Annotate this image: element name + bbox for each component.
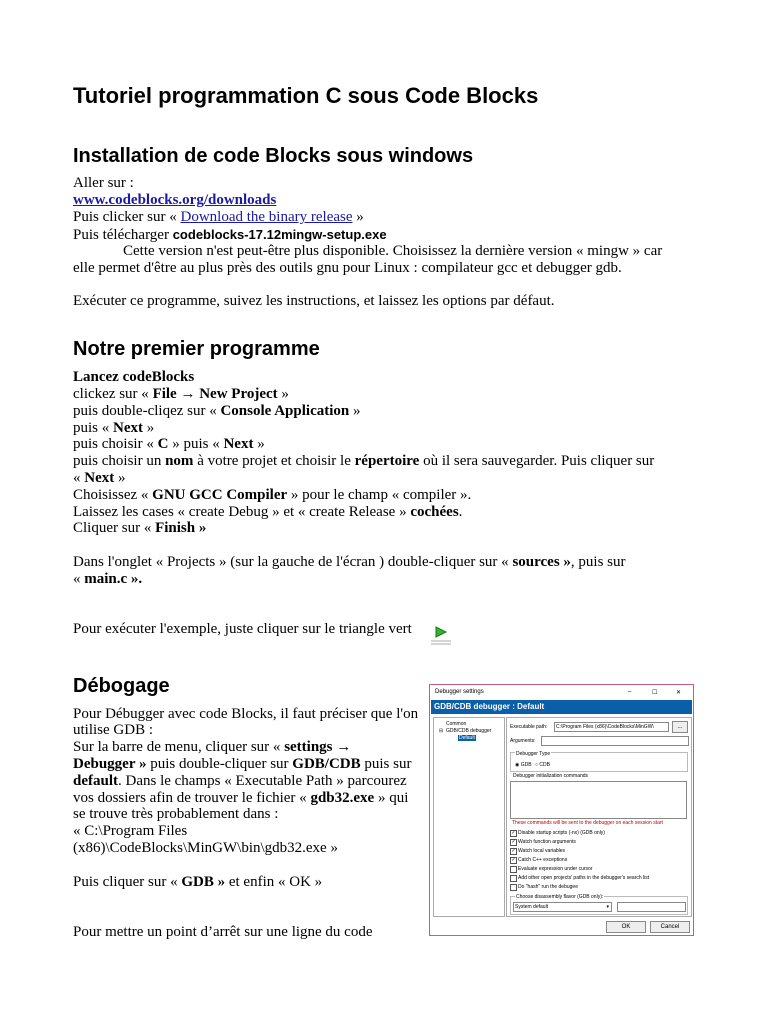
checkbox-watch-locals[interactable]: ✓ — [511, 848, 516, 854]
text-line: Cette version n'est peut-être plus disponible. Choisissez la dernière version « mingw » car — [123, 243, 663, 259]
text-line: Choisissez « GNU GCC Compiler » pour le champ « compiler ». — [73, 487, 472, 503]
checkbox-watch-args[interactable]: ✓ — [511, 839, 516, 845]
text-line: Pour exécuter l'exemple, juste cliquer sur le triangle vert — [73, 621, 412, 637]
text-line: Puis cliquer sur « GDB » et enfin « OK » — [73, 874, 323, 890]
text-line: Aller sur : — [73, 175, 134, 191]
text-line: Pour Débugger avec code Blocks, il faut préciser que l'on — [73, 706, 419, 722]
section-heading-debogage: Débogage — [73, 675, 170, 697]
text-line: default. Dans le champs « Executable Path » parcourez — [73, 773, 407, 789]
flavor-select[interactable]: System default ▾ — [513, 902, 612, 912]
flavor-label: Choose disassembly flavor (GDB only): — [516, 894, 604, 900]
checkbox-disable-startup[interactable]: ✓ — [511, 830, 516, 836]
dialog-title-bar — [430, 685, 693, 700]
text-line: « main.c ». — [73, 571, 143, 587]
text-line: elle permet d'être au plus près des outils gnu pour Linux : compilateur gcc et debugger gdb. — [73, 260, 622, 276]
tree-item-default[interactable]: Default — [459, 735, 475, 741]
disassembly-flavor-group — [510, 896, 688, 915]
maximize-icon[interactable]: ☐ — [652, 690, 658, 696]
tree-item-gdb[interactable]: GDB/CDB debugger — [446, 728, 492, 734]
text-line: Puis clicker sur « Download the binary release » — [73, 209, 364, 225]
text-line: vos dossiers afin de trouver le fichier « gdb32.exe » qui — [73, 790, 409, 806]
dialog-title: Debugger settings — [435, 689, 484, 695]
checkbox-add-paths[interactable] — [510, 875, 517, 882]
checkbox-label: Evaluate expression under cursor — [518, 866, 593, 872]
arguments-label: Arguments: — [510, 738, 536, 744]
section-heading-installation: Installation de code Blocks sous windows — [73, 145, 474, 167]
init-commands-label: Debugger initialization commands — [513, 773, 589, 779]
cancel-button[interactable]: Cancel — [650, 921, 690, 933]
tree-item-common[interactable]: Common — [446, 721, 467, 727]
download-binary-link[interactable]: Download the binary release — [180, 209, 353, 225]
radio-gdb[interactable]: ◉ GDB — [515, 762, 532, 768]
setup-filename: codeblocks-17.12mingw-setup.exe — [172, 227, 387, 242]
text-line: puis choisir un nom à votre projet et choisir le répertoire où il sera sauvegarder. Puis cliquer sur — [73, 453, 655, 469]
init-commands-warning: These commands will be sent to the debugger on each session start — [512, 820, 663, 826]
text-line: se trouve très probablement dans : — [73, 806, 279, 822]
text-line: Sur la barre de menu, cliquer sur « settings → — [73, 739, 352, 755]
checkbox-label: Disable startup scripts (-nx) (GDB only) — [518, 830, 605, 836]
checkbox-label: Catch C++ exceptions — [518, 857, 568, 863]
text-line: Laissez les cases « create Debug » et « create Release » cochées. — [73, 504, 463, 520]
settings-tree — [433, 717, 505, 917]
page-title: Tutoriel programmation C sous Code Blocks — [73, 83, 539, 108]
text-line: utilise GDB : — [73, 722, 154, 738]
debugger-type-group — [510, 752, 688, 772]
text-line: « Next » — [73, 470, 126, 486]
checkbox-label: Do "hash" run the debugee — [518, 884, 578, 890]
text-line: Lancez codeBlocks — [73, 369, 195, 385]
checkbox-catch-exceptions[interactable]: ✓ — [511, 857, 516, 863]
arguments-input[interactable] — [541, 736, 689, 746]
minimize-icon[interactable]: – — [628, 689, 632, 695]
ok-button[interactable]: OK — [606, 921, 646, 933]
checkbox-label: Watch function arguments — [518, 839, 576, 845]
section-heading-premier-programme: Notre premier programme — [73, 338, 320, 360]
close-icon[interactable]: ✕ — [676, 690, 682, 696]
text-line: puis « Next » — [73, 420, 155, 436]
checkbox-evaluate-expression[interactable] — [510, 866, 517, 873]
text-line: (x86)\CodeBlocks\MinGW\bin\gdb32.exe » — [73, 840, 338, 856]
text-line: Cliquer sur « Finish » — [73, 520, 207, 536]
browse-button[interactable]: ... — [672, 721, 688, 733]
checkbox-do-hash-run[interactable] — [510, 884, 517, 891]
checkbox-label: Add other open projects' paths in the debugger's search list — [518, 875, 650, 881]
text-line: « C:\Program Files — [73, 823, 188, 839]
exe-path-label: Executable path: — [510, 724, 548, 730]
tree-expand-icon[interactable]: ⊟ — [439, 728, 444, 734]
download-url-link[interactable]: www.codeblocks.org/downloads — [73, 192, 277, 208]
text-line: puis double-cliqez sur « Console Application » — [73, 403, 361, 419]
text-line: Debugger » puis double-cliquer sur GDB/CDB puis sur — [73, 756, 412, 772]
flavor-extra-input[interactable] — [617, 902, 686, 912]
debugger-settings-dialog — [429, 684, 694, 936]
text-line: Puis télécharger codeblocks-17.12mingw-setup.exe — [73, 227, 387, 243]
checkbox-label: Watch local variables — [518, 848, 566, 854]
debugger-type-label: Debugger Type — [516, 751, 551, 757]
init-commands-textarea[interactable] — [510, 781, 687, 819]
dialog-header: GDB/CDB debugger : Default — [431, 700, 692, 714]
radio-cdb[interactable]: ○ CDB — [535, 762, 550, 768]
text-line: Exécuter ce programme, suivez les instructions, et laissez les options par défaut. — [73, 293, 555, 309]
text-line: Dans l'onglet « Projects » (sur la gauche de l'écran ) double-cliquer sur « sources », puis sur — [73, 554, 626, 570]
text-line: clickez sur « File → New Project » — [73, 386, 289, 402]
text-line: puis choisir « C » puis « Next » — [73, 436, 265, 452]
exe-path-input[interactable]: C:\Program Files (x86)\CodeBlocks\MinGW\ — [554, 722, 669, 732]
chevron-down-icon: ▾ — [606, 904, 609, 910]
settings-panel — [506, 717, 692, 917]
text-line: Pour mettre un point d’arrêt sur une ligne du code — [73, 924, 373, 940]
green-play-triangle-icon[interactable] — [430, 624, 452, 646]
